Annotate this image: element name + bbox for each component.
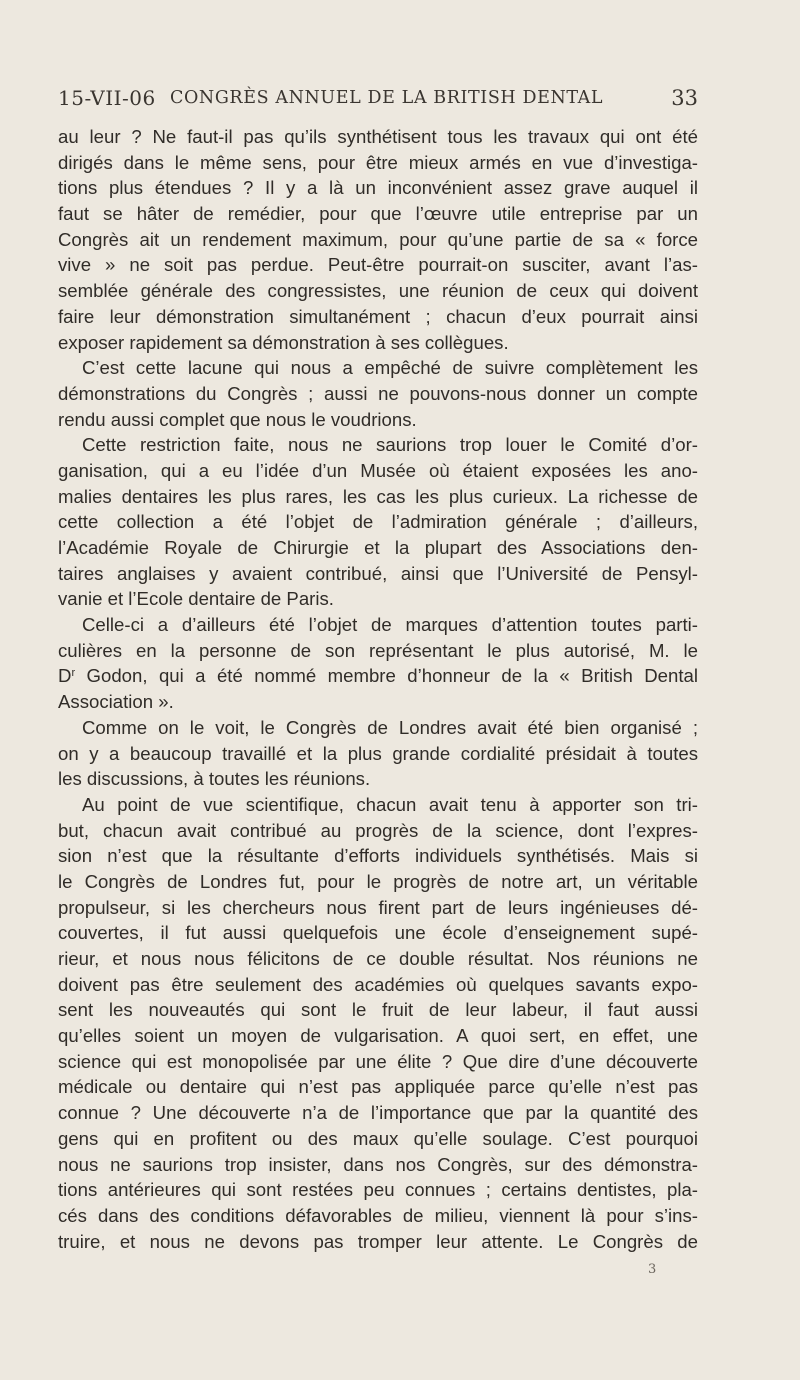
text-line: rieur, et nous nous félicitons de ce double résultat. Nos réunions ne <box>58 948 698 969</box>
text-line: nous ne saurions trop insister, dans nos Congrès, sur des démonstra- <box>58 1153 698 1175</box>
body-text <box>58 124 698 1254</box>
text-line: propulseur, si les chercheurs nous firent part de leurs ingénieuses dé- <box>58 896 698 918</box>
text-line: on y a beaucoup travaillé et la plus grande cordialité présidait à toutes <box>58 742 698 764</box>
page-number: 33 <box>671 86 698 110</box>
running-title: CONGRÈS ANNUEL DE LA BRITISH DENTAL <box>170 88 604 108</box>
doctor-abbrev: D <box>58 665 72 687</box>
text-line: qu’elles soient un moyen de vulgarisation. A quoi sert, en effet, une <box>58 1025 698 1047</box>
running-header <box>58 86 698 120</box>
issue-reference: 15-VII-06 <box>58 86 156 110</box>
text-line: Au point de vue scientifique, chacun avait tenu à apporter son tri- <box>82 793 698 815</box>
text-line: taires anglaises y avaient contribué, ainsi que l’Université de Pensyl- <box>58 562 698 584</box>
text-line: dirigés dans le même sens, pour être mieux armés en vue d’investiga- <box>58 151 698 173</box>
text-line: C’est cette lacune qui nous a empêché de suivre complètement les <box>82 357 698 379</box>
text-line-rest: Godon, qui a été nommé membre d’honneur de la « British Dental <box>75 665 698 687</box>
text-line: exposer rapidement sa démonstration à ses collègues. <box>58 331 509 353</box>
text-line: Cette restriction faite, nous ne saurions trop louer le Comité d’or- <box>82 434 698 456</box>
text-line: gens qui en profitent ou des maux qu’elle soulage. C’est pourquoi <box>58 1127 698 1149</box>
text-line: doivent pas être seulement des académies où quelques savants expo- <box>58 973 698 995</box>
text-line: vanie et l’Ecole dentaire de Paris. <box>58 588 334 610</box>
text-line: ganisation, qui a eu l’idée d’un Musée où étaient exposées les ano- <box>58 459 698 481</box>
text-line: Comme on le voit, le Congrès de Londres avait été bien organisé ; <box>82 716 698 738</box>
text-line: l’Académie Royale de Chirurgie et la plupart des Associations den- <box>58 537 698 558</box>
text-line: but, chacun avait contribué au progrès de la science, dont l’expres- <box>58 819 698 841</box>
text-line: rendu aussi complet que nous le voudrions. <box>58 408 417 430</box>
signature-mark: 3 <box>648 1262 657 1277</box>
text-line: culières en la personne de son représentant le plus autorisé, M. le <box>58 639 698 661</box>
text-line: au leur ? Ne faut-il pas qu’ils synthétisent tous les travaux qui ont été <box>58 126 698 147</box>
text-line: démonstrations du Congrès ; aussi ne pouvons-nous donner un compte <box>58 382 698 404</box>
text-line: faire leur démonstration simultanément ; chacun d’eux pourrait ainsi <box>58 305 698 327</box>
text-line: Celle-ci a d’ailleurs été l’objet de marques d’attention toutes parti- <box>82 614 698 636</box>
text-line-with-superscript <box>58 663 698 689</box>
text-line: le Congrès de Londres fut, pour le progrès de notre art, un véritable <box>58 870 698 892</box>
text-line: cés dans des conditions défavorables de milieu, viennent là pour s’ins- <box>58 1204 698 1226</box>
text-line: truire, et nous ne devons pas tromper leur attente. Le Congrès de <box>58 1230 698 1252</box>
text-line: couvertes, il fut aussi quelquefois une école d’enseignement supé- <box>58 922 698 944</box>
text-line: les discussions, à toutes les réunions. <box>58 768 371 790</box>
text-line: sion n’est que la résultante d’efforts individuels synthétisés. Mais si <box>58 845 698 867</box>
doctor-abbrev-superscript: r <box>71 667 76 680</box>
text-line: malies dentaires les plus rares, les cas les plus curieux. La richesse de <box>58 485 698 507</box>
text-line: vive » ne soit pas perdue. Peut-être pourrait-on susciter, avant l’as- <box>58 254 698 276</box>
text-line: sent les nouveautés qui sont le fruit de leur labeur, il faut aussi <box>58 999 698 1021</box>
text-line: Association ». <box>58 691 174 713</box>
text-line: science qui est monopolisée par une élite ? Que dire d’une découverte <box>58 1050 698 1072</box>
text-line: Congrès ait un rendement maximum, pour qu’une partie de sa « force <box>58 228 698 250</box>
text-line: tions plus étendues ? Il y a là un inconvénient assez grave auquel il <box>58 177 698 199</box>
text-line: cette collection a été l’objet de l’admiration générale ; d’ailleurs, <box>58 511 698 533</box>
text-line: connue ? Une découverte n’a de l’importance que par la quantité des <box>58 1102 698 1124</box>
text-line: tions antérieures qui sont restées peu connues ; certains dentistes, pla- <box>58 1179 698 1201</box>
text-line: faut se hâter de remédier, pour que l’œuvre utile entreprise par un <box>58 203 698 225</box>
text-line: médicale ou dentaire qui n’est pas appliquée parce qu’elle n’est pas <box>58 1076 698 1098</box>
text-line: semblée générale des congressistes, une réunion de ceux qui doivent <box>58 280 698 302</box>
